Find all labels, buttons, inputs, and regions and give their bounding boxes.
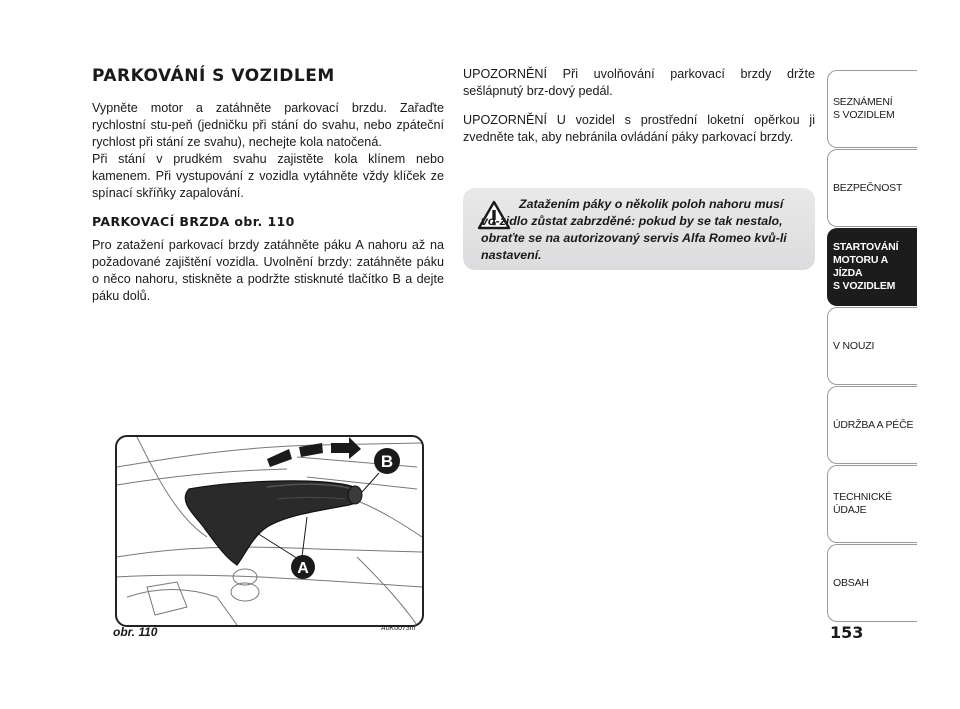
figure-code: A0K0073m <box>381 625 416 632</box>
intro-paragraph: Vypněte motor a zatáhněte parkovací brzdu. Zařaďte rychlostní stu-peň (jedničku při stání do svahu, nebo zpáteční rychlost při stání ze svahu), nechejte kola natočená. Při stání v prudkém svahu zajistěte kola klínem nebo kamenem. Při vystupování z vozidla vytáhněte vždy klíček ze spínací skříňky zapalování. <box>92 101 444 200</box>
page-number: 153 <box>830 623 864 642</box>
warning-box <box>463 188 815 270</box>
note-paragraph-2: UPOZORNĚNÍ U vozidel s prostřední loketní opěrkou ji zvedněte tak, aby nebránila ovládání páky parkovací brzdy. <box>463 113 815 144</box>
tab-startovani[interactable] <box>827 228 917 306</box>
tab-label: V NOUZI <box>833 339 875 352</box>
tab-label: SEZNÁMENÍ S VOZIDLEM <box>833 96 895 121</box>
tab-bezpecnost[interactable] <box>827 149 917 227</box>
parking-brake-illustration <box>117 437 422 625</box>
tab-label: ÚDRŽBA A PÉČE <box>833 418 914 431</box>
note-paragraph-1: UPOZORNĚNÍ Při uvolňování parkovací brzdy držte sešlápnutý brz-dový pedál. <box>463 67 815 98</box>
tab-label: STARTOVÁNÍ MOTORU A JÍZDA S VOZIDLEM <box>833 241 899 292</box>
body-paragraph: Pro zatažení parkovací brzdy zatáhněte páku A nahoru až na požadované zajištění vozidla. Uvolnění brzdy: zatáhněte páku o něco nahoru, stiskněte a podržte stisknuté tlačítko B a dejte páku dolů. <box>92 238 444 303</box>
warning-text: Zatažením páky o několik poloh nahoru musí vo-zidlo zůstat zabrzděné: pokud by se tak nestalo, obraťte se na autorizovaný servis Alfa Romeo kvů-li nastavení. <box>481 197 787 262</box>
tab-technicke-udaje[interactable] <box>827 465 917 543</box>
label-b: B <box>380 452 394 471</box>
tab-label: OBSAH <box>833 576 869 589</box>
section-subtitle: PARKOVACÍ BRZDA obr. 110 <box>92 214 295 229</box>
tab-label: TECHNICKÉ ÚDAJE <box>833 491 892 516</box>
right-column <box>463 66 815 158</box>
page-title: PARKOVÁNÍ S VOZIDLEM <box>92 66 335 86</box>
left-column <box>92 66 444 317</box>
tab-seznameni[interactable] <box>827 70 917 148</box>
tab-label: BEZPEČNOST <box>833 181 903 194</box>
label-b-marker <box>374 448 400 474</box>
label-a: A <box>297 560 309 577</box>
tab-udrzba[interactable] <box>827 386 917 464</box>
figure-caption: obr. 110 <box>113 625 158 639</box>
parking-brake-figure <box>115 435 424 627</box>
tab-v-nouzi[interactable] <box>827 307 917 385</box>
label-a-marker <box>291 555 315 579</box>
tab-obsah[interactable] <box>827 544 917 622</box>
chapter-tabs <box>827 70 917 623</box>
